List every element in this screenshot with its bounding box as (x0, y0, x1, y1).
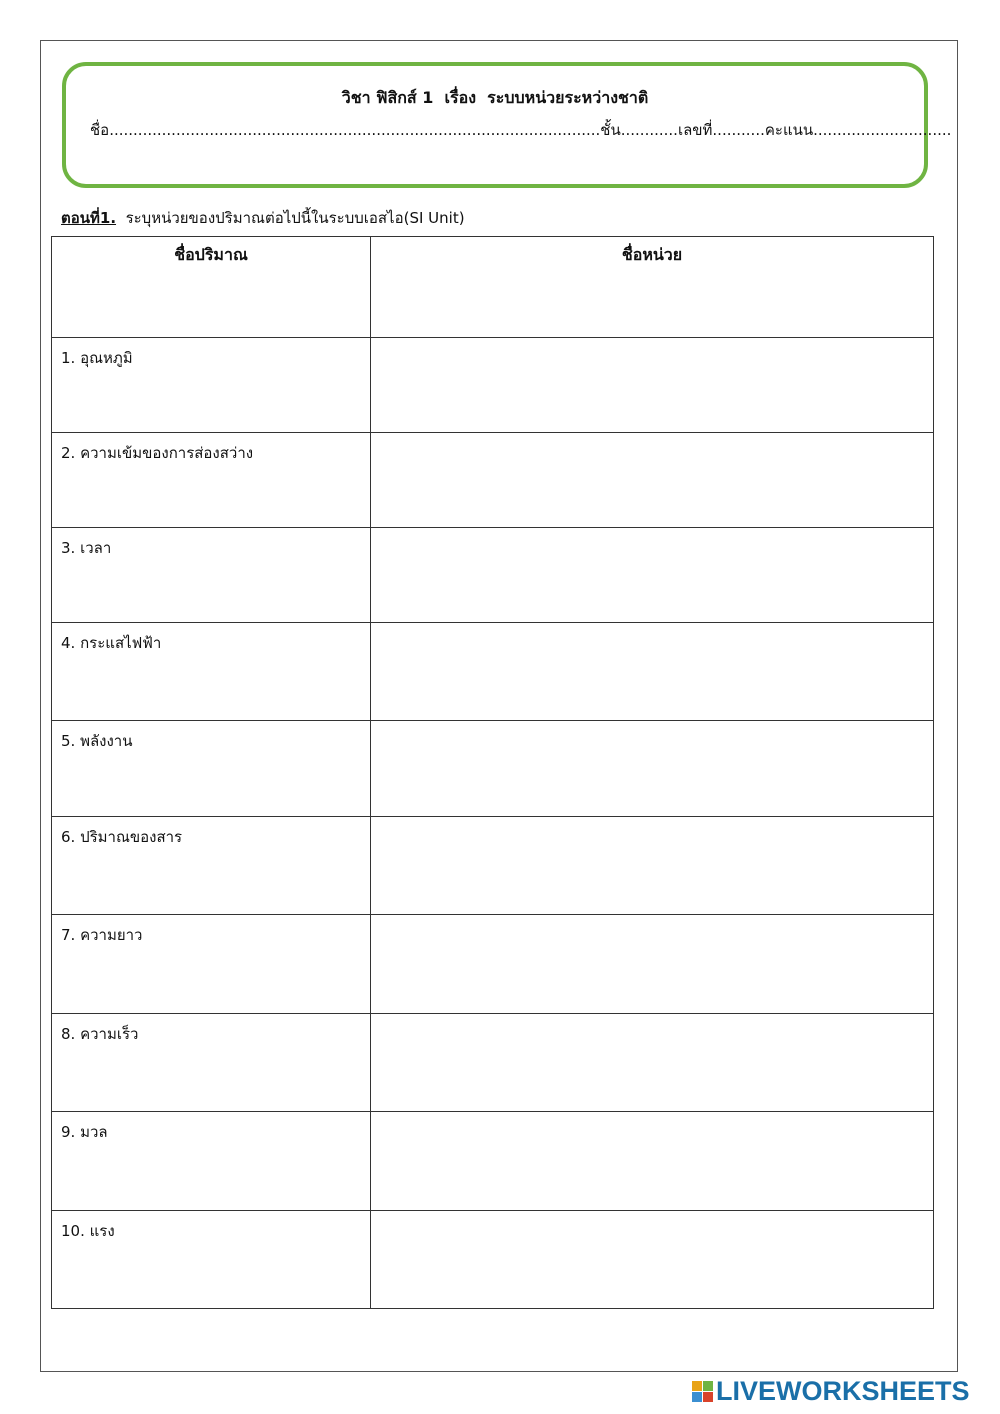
unit-answer-cell[interactable] (371, 1014, 934, 1112)
unit-answer-cell[interactable] (371, 721, 934, 817)
table-row (52, 623, 934, 721)
table-row (52, 817, 934, 915)
column-header-unit: ชื่อหน่วย (371, 237, 934, 338)
unit-answer-cell[interactable] (371, 528, 934, 623)
table-row (52, 338, 934, 433)
table-row (52, 528, 934, 623)
table-row (52, 721, 934, 817)
quantity-cell: 7. ความยาว (52, 915, 371, 1014)
worksheet-header (62, 62, 952, 188)
column-header-quantity: ชื่อปริมาณ (52, 237, 371, 338)
table-row (52, 1112, 934, 1211)
worksheet-title: วิชา ฟิสิกส์ 1 เรื่อง ระบบหน่วยระหว่างชาติ (341, 88, 649, 107)
quantity-cell: 10. แรง (52, 1211, 371, 1309)
quantity-cell: 9. มวล (52, 1112, 371, 1211)
unit-answer-cell[interactable] (371, 1211, 934, 1309)
table-row (52, 1211, 934, 1309)
liveworksheets-logo-icon (692, 1381, 713, 1402)
unit-answer-cell[interactable] (371, 433, 934, 528)
instruction-text: ระบุหน่วยของปริมาณต่อไปนี้ในระบบเอสไอ(SI Unit) (116, 209, 465, 227)
brand-logo (692, 1376, 970, 1406)
quantity-cell: 4. กระแสไฟฟ้า (52, 623, 371, 721)
unit-answer-cell[interactable] (371, 817, 934, 915)
quantity-cell: 5. พลังงาน (52, 721, 371, 817)
unit-answer-cell[interactable] (371, 1112, 934, 1211)
quantity-cell: 8. ความเร็ว (52, 1014, 371, 1112)
quantity-cell: 1. อุณหภูมิ (52, 338, 371, 433)
instruction (61, 206, 465, 230)
unit-answer-cell[interactable] (371, 338, 934, 433)
table-row (52, 1014, 934, 1112)
quantity-cell: 3. เวลา (52, 528, 371, 623)
part-label: ตอนที่1. (61, 209, 117, 227)
brand-text: LIVEWORKSHEETS (716, 1375, 970, 1406)
unit-answer-cell[interactable] (371, 915, 934, 1014)
student-info-line: ชื่อ.......................................................................................................ชั้น............เลขที่...........คะแนน............................. (90, 121, 952, 139)
table-row (52, 433, 934, 528)
table-row (52, 915, 934, 1014)
quantity-cell: 6. ปริมาณของสาร (52, 817, 371, 915)
answer-table (51, 236, 934, 1309)
table-header-row (52, 237, 934, 338)
unit-answer-cell[interactable] (371, 623, 934, 721)
quantity-cell: 2. ความเข้มของการส่องสว่าง (52, 433, 371, 528)
